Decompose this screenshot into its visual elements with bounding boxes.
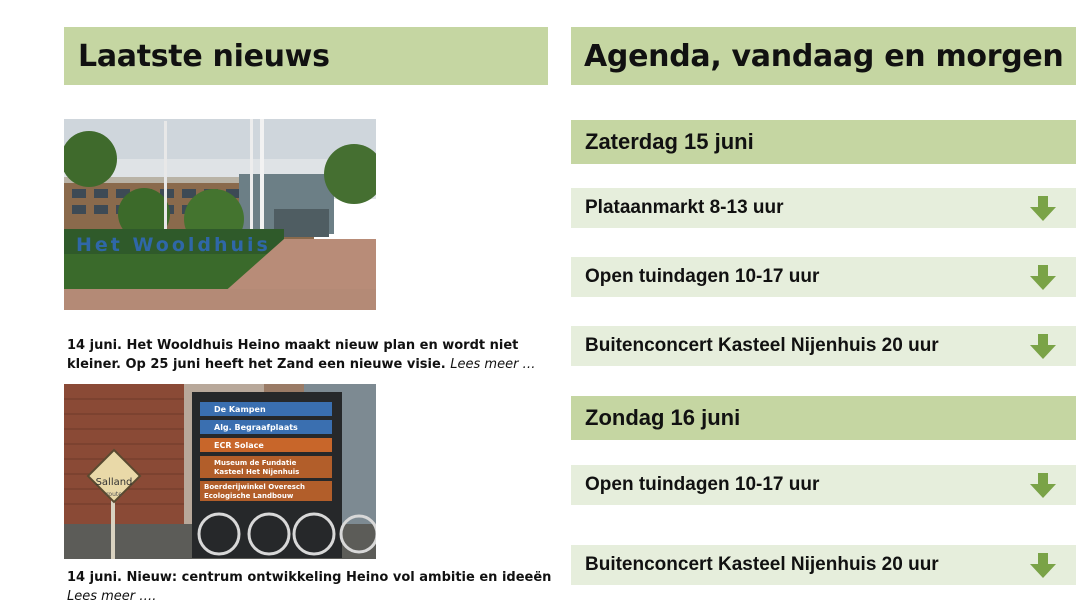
arrow-down-icon[interactable] bbox=[1028, 470, 1058, 500]
agenda-event[interactable] bbox=[571, 465, 1076, 505]
arrow-down-icon[interactable] bbox=[1028, 331, 1058, 361]
agenda-event[interactable] bbox=[571, 257, 1076, 297]
news-heading-bar bbox=[64, 27, 548, 85]
arrow-down-icon[interactable] bbox=[1028, 193, 1058, 223]
agenda-event[interactable] bbox=[571, 326, 1076, 366]
wooldhuis-sign-text: Het Wooldhuis bbox=[76, 234, 271, 256]
sign-5: Kasteel Het Nijenhuis bbox=[214, 468, 300, 476]
arrow-down-icon[interactable] bbox=[1028, 550, 1058, 580]
event-label: Open tuindagen 10-17 uur bbox=[585, 266, 820, 287]
agenda-event[interactable] bbox=[571, 188, 1076, 228]
news-text-1: 14 juni. Het Wooldhuis Heino maakt nieuw plan en wordt niet kleiner. Op 25 juni heeft het Zand een nieuwe visie. bbox=[67, 338, 519, 372]
day-header-saturday bbox=[571, 120, 1076, 164]
sign-6: Boerderijwinkel Overesch bbox=[204, 483, 306, 491]
sign-7: Ecologische Landbouw bbox=[204, 492, 294, 500]
news-heading: Laatste nieuws bbox=[78, 38, 330, 74]
day-label: Zaterdag 15 juni bbox=[585, 129, 754, 154]
wooldhuis-photo bbox=[64, 119, 376, 310]
agenda-event[interactable] bbox=[571, 545, 1076, 585]
news-image-signposts[interactable] bbox=[64, 384, 376, 559]
event-label: Plataanmarkt 8-13 uur bbox=[585, 197, 784, 218]
day-header-sunday bbox=[571, 396, 1076, 440]
agenda-heading-bar bbox=[571, 27, 1076, 85]
read-more-link-2[interactable]: Lees meer …. bbox=[67, 589, 157, 604]
news-text-2: 14 juni. Nieuw: centrum ontwikkeling Heino vol ambitie en ideeën bbox=[67, 570, 552, 585]
sign-2: Alg. Begraafplaats bbox=[214, 423, 298, 432]
news-caption-1[interactable] bbox=[67, 336, 547, 374]
day-label: Zondag 16 juni bbox=[585, 405, 741, 430]
signposts-photo bbox=[64, 384, 376, 559]
news-caption-2[interactable] bbox=[67, 568, 557, 606]
arrow-down-icon[interactable] bbox=[1028, 262, 1058, 292]
news-image-wooldhuis[interactable] bbox=[64, 119, 376, 310]
event-label: Buitenconcert Kasteel Nijenhuis 20 uur bbox=[585, 335, 939, 356]
event-label: Buitenconcert Kasteel Nijenhuis 20 uur bbox=[585, 554, 939, 575]
sign-1: De Kampen bbox=[214, 405, 266, 414]
route-sign-sub: route bbox=[106, 491, 122, 498]
event-label: Open tuindagen 10-17 uur bbox=[585, 474, 820, 495]
route-sign-name: Salland bbox=[95, 477, 133, 488]
sign-4: Museum de Fundatie bbox=[214, 459, 297, 467]
read-more-link-1[interactable]: Lees meer … bbox=[450, 357, 536, 372]
agenda-heading: Agenda, vandaag en morgen bbox=[584, 38, 1064, 74]
sign-3: ECR Solace bbox=[214, 441, 264, 450]
